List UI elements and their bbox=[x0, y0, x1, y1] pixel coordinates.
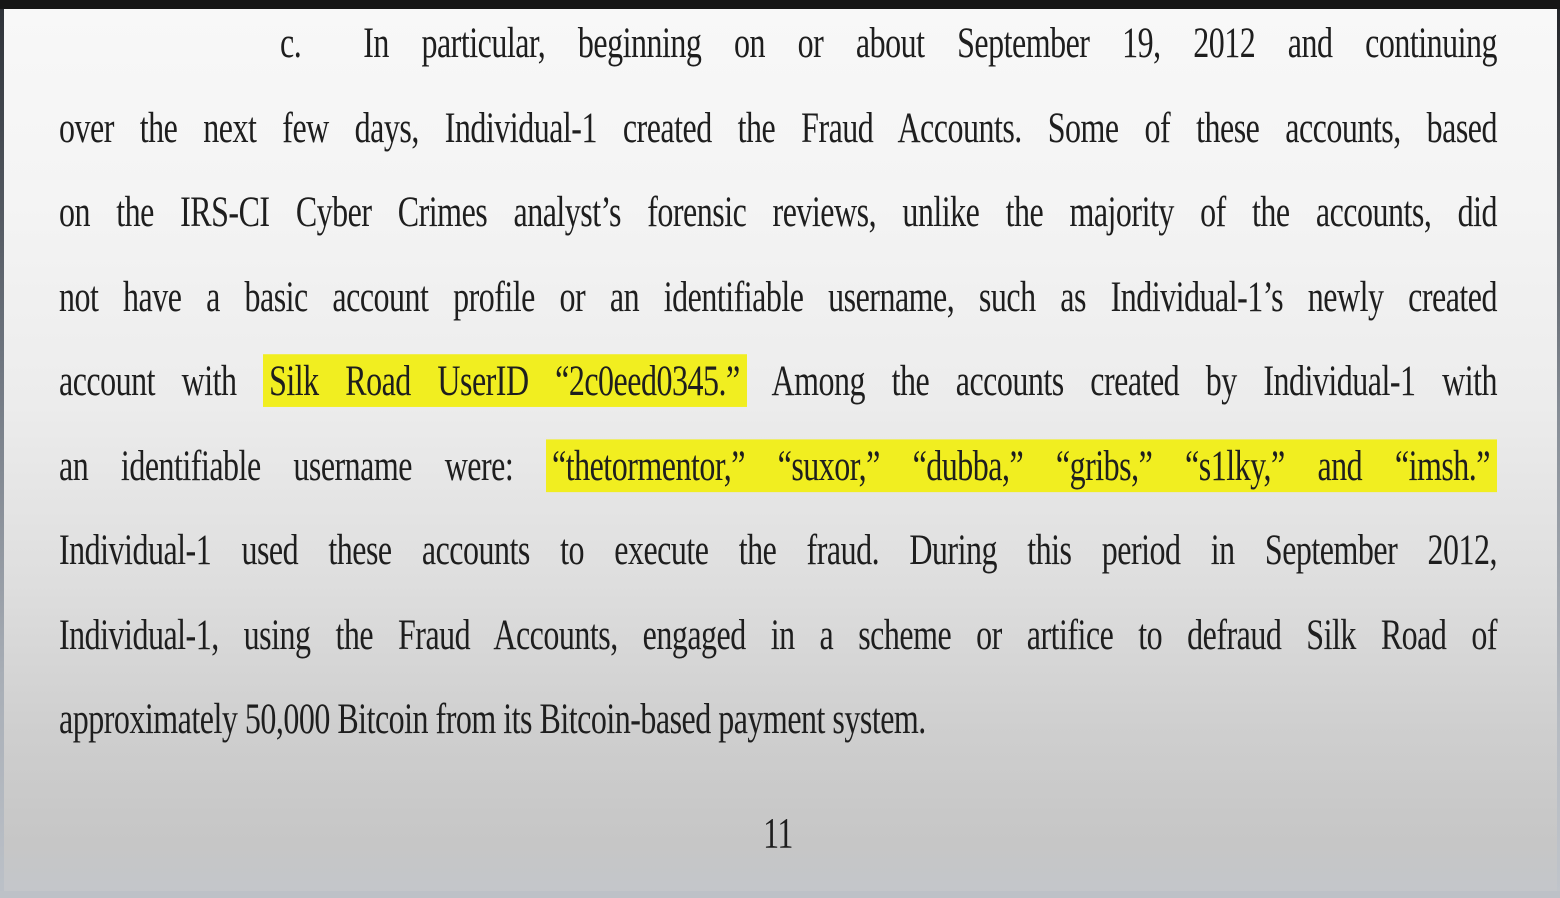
text-segment: Individual-1 used these accounts to execute the fraud. During this period in September 2012, bbox=[59, 524, 1497, 574]
text-segment: Among the accounts created by Individual-1 with bbox=[746, 355, 1498, 405]
highlighted-text-userid: Silk Road UserID “2c0eed0345.” bbox=[263, 354, 747, 407]
text-line-5 bbox=[59, 338, 1497, 423]
text-line-3 bbox=[59, 169, 1497, 254]
paragraph-marker: c. bbox=[280, 17, 302, 67]
text-line-7 bbox=[59, 507, 1497, 592]
text-segment: In particular, beginning on or about September 19, 2012 and continuing bbox=[363, 17, 1497, 67]
text-line-2 bbox=[59, 85, 1497, 170]
bottom-edge-strip bbox=[0, 891, 1560, 898]
text-line-8 bbox=[59, 592, 1497, 677]
text-line-4 bbox=[59, 254, 1497, 339]
highlighted-text-usernames: “thetormentor,” “suxor,” “dubba,” “gribs,” “s1lky,” and “imsh.” bbox=[546, 439, 1497, 492]
text-segment: on the IRS-CI Cyber Crimes analyst’s forensic reviews, unlike the majority of the accounts, did bbox=[59, 186, 1497, 236]
text-segment: account with bbox=[59, 355, 264, 405]
text-segment: over the next few days, Individual-1 created the Fraud Accounts. Some of these accounts, based bbox=[59, 102, 1497, 151]
left-edge-strip bbox=[0, 9, 4, 898]
text-segment: approximately 50,000 Bitcoin from its Bitcoin-based payment system. bbox=[59, 693, 926, 743]
text-segment: not have a basic account profile or an identifiable username, such as Individual-1’s newly created bbox=[59, 271, 1497, 320]
page-footer bbox=[59, 790, 1497, 875]
text-segment: Individual-1, using the Fraud Accounts, engaged in a scheme or artifice to defraud Silk Road of bbox=[59, 609, 1497, 658]
page-number: 11 bbox=[763, 807, 793, 857]
body-text bbox=[59, 0, 1497, 875]
text-segment: an identifiable username were: bbox=[59, 440, 546, 489]
text-line-9 bbox=[59, 676, 1497, 761]
text-line-6 bbox=[59, 423, 1497, 508]
text-line-1 bbox=[59, 0, 1497, 85]
